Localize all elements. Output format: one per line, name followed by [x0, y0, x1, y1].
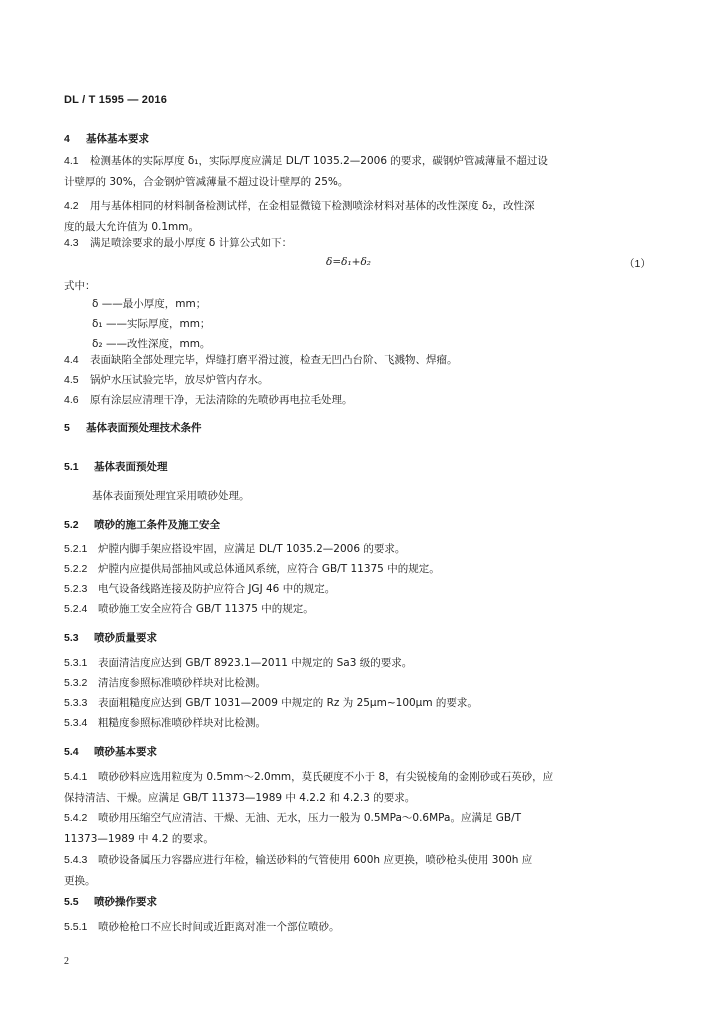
section-title: 基体表面预处理技术条件 — [86, 422, 202, 434]
subsection-number: 5.5 — [64, 896, 79, 908]
subsection-title: 喷砂操作要求 — [94, 896, 157, 908]
clause-text-line: 检测基体的实际厚度 δ₁，实际厚度应满足 DL/T 1035.2—2006 的要求，碳钢炉管减薄量不超过设 — [90, 155, 548, 167]
section-4-heading — [64, 131, 149, 146]
clause-text: 原有涂层应清理干净，无法清除的先喷砂再电拉毛处理。 — [90, 394, 353, 406]
clause-number: 5.2.1 — [64, 543, 88, 555]
clause-text: 电气设备线路连接及防护应符合 JGJ 46 中的规定。 — [98, 583, 336, 595]
subsection-number: 5.3 — [64, 632, 79, 644]
clause-text: 表面粗糙度应达到 GB/T 1031—2009 中规定的 Rz 为 25μm~100μm 的要求。 — [98, 697, 478, 709]
subsection-5-5-heading — [64, 894, 157, 909]
clause-4-4 — [64, 350, 660, 371]
clause-number: 5.3.2 — [64, 677, 88, 689]
clause-4-2 — [64, 196, 660, 238]
clause-4-3 — [64, 233, 660, 254]
subsection-title: 喷砂的施工条件及施工安全 — [94, 519, 220, 531]
subsection-title: 喷砂质量要求 — [94, 632, 157, 644]
clause-text: 锅炉水压试验完毕，放尽炉管内存水。 — [90, 374, 269, 386]
clause-number: 5.3.1 — [64, 657, 88, 669]
definition-delta1: δ₁ ——实际厚度，mm； — [92, 318, 211, 330]
clause-4-6 — [64, 390, 660, 411]
clause-text: 炉膛内脚手架应搭设牢固，应满足 DL/T 1035.2—2006 的要求。 — [98, 543, 406, 555]
subsection-5-4-heading — [64, 744, 157, 759]
subsection-5-3-heading — [64, 630, 157, 645]
clause-text: 喷砂施工安全应符合 GB/T 11375 中的规定。 — [98, 603, 314, 615]
clause-text-line: 度的最大允许值为 0.1mm。 — [64, 221, 199, 233]
clause-number: 5.2.4 — [64, 603, 88, 615]
clause-5-4-3 — [64, 850, 660, 892]
subsection-number: 5.2 — [64, 519, 79, 531]
equation-number: （1） — [624, 258, 651, 270]
clause-number: 5.4.3 — [64, 854, 88, 866]
section-number: 5 — [64, 422, 70, 434]
clause-number: 4.4 — [64, 354, 79, 366]
clause-5-4-2 — [64, 808, 660, 850]
subsection-5-1-heading — [64, 459, 168, 474]
clause-text: 表面缺陷全部处理完毕，焊缝打磨平滑过渡，检查无凹凸台阶、飞溅物、焊瘤。 — [90, 354, 458, 366]
clause-5-3-3 — [64, 693, 660, 714]
clause-text: 满足喷涂要求的最小厚度 δ 计算公式如下： — [90, 237, 293, 249]
page-number: 2 — [64, 956, 69, 967]
clause-number: 4.6 — [64, 394, 79, 406]
clause-text: 炉膛内应提供局部抽风或总体通风系统，应符合 GB/T 11375 中的规定。 — [98, 563, 440, 575]
section-title: 基体基本要求 — [86, 133, 149, 145]
clause-text: 粗糙度参照标准喷砂样块对比检测。 — [98, 717, 266, 729]
clause-5-2-3 — [64, 579, 660, 600]
clause-number: 4.1 — [64, 155, 79, 167]
clause-text-line: 喷砂设备属压力容器应进行年检，输送砂料的气管使用 600h 应更换，喷砂枪头使用 300h 应 — [98, 854, 533, 866]
clause-5-4-1 — [64, 767, 660, 809]
clause-text: 清洁度参照标准喷砂样块对比检测。 — [98, 677, 266, 689]
subsection-5-2-heading — [64, 517, 220, 532]
subsection-5-1-text: 基体表面预处理宜采用喷砂处理。 — [92, 490, 250, 502]
subsection-number: 5.4 — [64, 746, 79, 758]
clause-text-line: 保持清洁、干燥。应满足 GB/T 11373—1989 中 4.2.2 和 4.2.3 的要求。 — [64, 792, 416, 804]
clause-number: 5.4.1 — [64, 771, 88, 783]
clause-5-3-2 — [64, 673, 660, 694]
section-number: 4 — [64, 133, 70, 145]
clause-5-2-2 — [64, 559, 660, 580]
clause-number: 4.2 — [64, 200, 79, 212]
clause-5-5-1 — [64, 917, 660, 938]
where-label: 式中： — [64, 280, 96, 292]
subsection-title: 基体表面预处理 — [94, 461, 168, 473]
clause-number: 5.5.1 — [64, 921, 88, 933]
clause-number: 5.4.2 — [64, 812, 88, 824]
clause-5-3-4 — [64, 713, 660, 734]
definition-delta: δ ——最小厚度，mm； — [92, 298, 207, 310]
clause-number: 5.3.3 — [64, 697, 88, 709]
subsection-number: 5.1 — [64, 461, 79, 473]
definition-delta2: δ₂ ——改性深度，mm。 — [92, 338, 211, 350]
clause-text-line: 喷砂砂料应选用粒度为 0.5mm～2.0mm，莫氏硬度不小于 8，有尖锐棱角的金刚砂或石英砂，应 — [98, 771, 554, 783]
clause-text-line: 11373—1989 中 4.2 的要求。 — [64, 833, 214, 845]
section-5-heading — [64, 420, 202, 435]
clause-number: 4.3 — [64, 237, 79, 249]
standard-identifier: DL / T 1595 — 2016 — [64, 94, 168, 106]
clause-number: 4.5 — [64, 374, 79, 386]
clause-text-line: 计壁厚的 30%，合金钢炉管减薄量不超过设计壁厚的 25%。 — [64, 176, 349, 188]
clause-5-2-4 — [64, 599, 660, 620]
clause-4-5 — [64, 370, 660, 391]
clause-text-line: 更换。 — [64, 875, 96, 887]
clause-number: 5.2.3 — [64, 583, 88, 595]
clause-text: 表面清洁度应达到 GB/T 8923.1—2011 中规定的 Sa3 级的要求。 — [98, 657, 413, 669]
formula: δ=δ₁+δ₂ — [326, 256, 371, 268]
clause-text: 喷砂枪枪口不应长时间或近距离对准一个部位喷砂。 — [98, 921, 340, 933]
clause-text-line: 用与基体相同的材料制备检测试样，在金相显微镜下检测喷涂材料对基体的改性深度 δ₂，改性深 — [90, 200, 535, 212]
clause-5-2-1 — [64, 539, 660, 560]
clause-4-1 — [64, 151, 660, 193]
clause-number: 5.2.2 — [64, 563, 88, 575]
subsection-title: 喷砂基本要求 — [94, 746, 157, 758]
clause-text-line: 喷砂用压缩空气应清洁、干燥、无油、无水，压力一般为 0.5MPa～0.6MPa。应满足 GB/T — [98, 812, 522, 824]
clause-5-3-1 — [64, 653, 660, 674]
clause-number: 5.3.4 — [64, 717, 88, 729]
